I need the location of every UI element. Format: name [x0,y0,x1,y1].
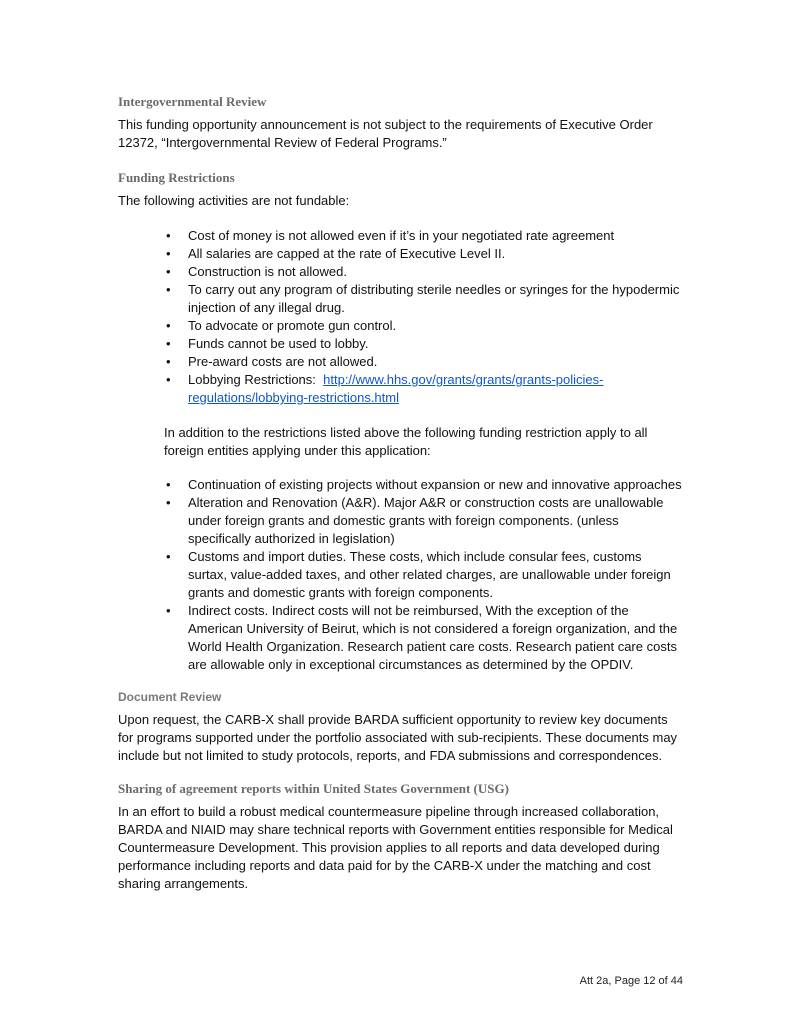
lobbying-label: Lobbying Restrictions: [188,372,316,387]
bullet-icon: • [166,603,171,618]
bullet-icon: • [166,354,171,369]
list-item: • All salaries are capped at the rate of Executive Level II. [166,246,506,261]
bullet-icon: • [166,264,171,279]
intergovernmental-review-text: This funding opportunity announcement is not subject to the requirements of Executive Order 12372, “Intergovernmental Review of Federal Programs.” [118,117,653,150]
heading-funding-restrictions: Funding Restrictions [118,170,235,185]
bullet-icon: • [166,318,171,333]
list-item: • Alteration and Renovation (A&R). Major A&R or construction costs are unallowable under foreign grants and domestic grants with foreign components. (unless specifically authorized in legislation) [166,495,664,546]
bullet-icon: • [166,228,171,243]
list-item: • Construction is not allowed. [166,264,347,279]
list-item: • Indirect costs. Indirect costs will not be reimbursed, With the exception of the American University of Beirut, which is not considered a foreign organization, and the World Health Organization. Research patient care costs. Research patient care costs are allowable only in exceptional circumstances as determined by the OPDIV. [166,603,678,672]
bullet-icon: • [166,477,171,492]
list-item: • Cost of money is not allowed even if it’s in your negotiated rate agreement [166,228,615,243]
bullet-icon: • [166,372,171,387]
list-item: • Continuation of existing projects without expansion or new and innovative approaches [166,477,682,492]
funding-restrictions-list [118,227,684,407]
list-item: • Customs and import duties. These costs, which include consular fees, customs surtax, value-added taxes, and other related charges, are unallowable under foreign grants and domestic grants with foreign components. [166,549,671,600]
list-item-lobbying [118,371,684,407]
document-review-text: Upon request, the CARB-X shall provide BARDA sufficient opportunity to review key documents for programs supported under the portfolio associated with sub-recipients. These documents may include but not limited to study protocols, reports, and FDA submissions and correspondences. [118,712,678,763]
sharing-reports-text: In an effort to build a robust medical countermeasure pipeline through increased collaboration, BARDA and NIAID may share technical reports with Government entities responsible for Medical Countermeasure Development. This provision applies to all reports and data developed during performance including reports and data paid for by the CARB-X under the matching and cost sharing arrangements. [118,804,673,891]
list-item: • Pre-award costs are not allowed. [166,354,378,369]
page-footer: Att 2a, Page 12 of 44 [579,975,683,987]
bullet-icon: • [166,336,171,351]
lobbying-restrictions-link[interactable]: http://www.hhs.gov/grants/grants/grants-policies-regulations/lobbying-restrictions.html [188,372,604,405]
bullet-icon: • [166,282,171,297]
list-item: • To carry out any program of distributing sterile needles or syringes for the hypodermic injection of any illegal drug. [166,282,680,315]
document-page [118,94,684,893]
bullet-icon: • [166,549,171,564]
list-item: • Funds cannot be used to lobby. [166,336,369,351]
foreign-entities-intro: In addition to the restrictions listed above the following funding restriction apply to all foreign entities applying under this application: [164,425,648,458]
heading-intergovernmental-review: Intergovernmental Review [118,94,267,109]
list-item: • To advocate or promote gun control. [166,318,397,333]
funding-restrictions-intro: The following activities are not fundable: [118,193,350,208]
heading-sharing-reports: Sharing of agreement reports within United States Government (USG) [118,781,509,796]
foreign-restrictions-list [118,476,684,674]
bullet-icon: • [166,246,171,261]
heading-document-review: Document Review [118,690,222,704]
bullet-icon: • [166,495,171,510]
